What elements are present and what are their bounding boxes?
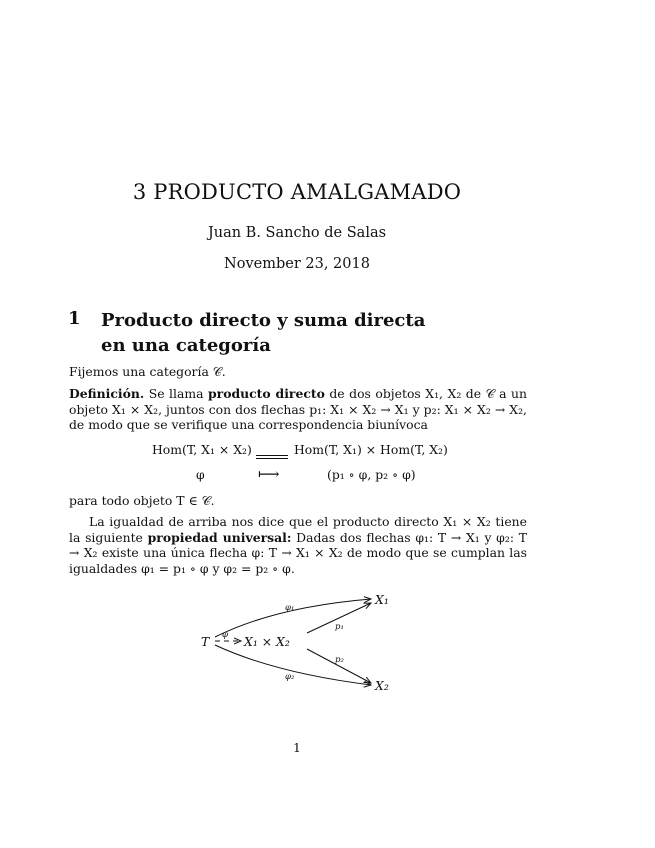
label-p1: p₁	[335, 622, 344, 632]
maps-to-arrow: ⟼	[258, 465, 280, 483]
label-phi: φ	[222, 630, 228, 640]
universal-term: propiedad universal:	[147, 529, 292, 545]
equation-right-top: Hom(T, X₁) × Hom(T, X₂)	[294, 442, 448, 457]
node-product: X₁ × X₂	[244, 634, 290, 649]
universal-text-2: Dadas dos flechas φ₁: T → X₁ y φ₂: T → X₂ existe una única flecha φ: T → X₁ × X₂ de modo que se cumplan las igualdades φ₁ = p₁ ∘ φ y φ₂ = p₂ ∘ φ.	[69, 529, 527, 576]
commutative-diagram	[195, 585, 405, 695]
author-name: Juan B. Sancho de Salas	[207, 225, 387, 241]
universal-property-paragraph	[69, 514, 527, 576]
section-title	[101, 308, 431, 358]
section-number: 1	[68, 308, 81, 329]
document-title: 3 PRODUCTO AMALGAMADO	[132, 180, 462, 204]
node-T: T	[201, 634, 210, 649]
label-phi2: φ₂	[285, 672, 295, 682]
tail-paragraph: para todo objeto T ∈ 𝒞.	[69, 493, 215, 508]
section-title-line2: en una categoría	[101, 335, 271, 356]
equation-left-top: Hom(T, X₁ × X₂)	[152, 442, 252, 457]
label-p2: p₂	[335, 655, 344, 665]
document-date: November 23, 2018	[224, 256, 370, 272]
section-title-line1: Producto directo y suma directa	[101, 310, 426, 331]
definition-paragraph	[69, 386, 527, 433]
definition-lead: Definición.	[69, 386, 145, 401]
label-phi1: φ₁	[285, 603, 295, 613]
intro-paragraph: Fijemos una categoría 𝒞.	[69, 364, 226, 379]
page-number: 1	[293, 740, 301, 755]
universal-text-1: La igualdad de arriba nos dice que el producto directo X₁ × X₂ tiene la siguiente	[69, 514, 527, 545]
node-X2: X₂	[375, 678, 389, 693]
equation-right-bottom: (p₁ ∘ φ, p₂ ∘ φ)	[327, 467, 416, 482]
node-X1: X₁	[375, 592, 389, 607]
definition-text-2: de dos objetos X₁, X₂ de 𝒞 a un objeto X₁ × X₂, juntos con dos flechas p₁: X₁ × X₂ → X₁ y p₂: X₁ × X₂ → X₂, de modo que se verifique una correspondencia biunívoca	[69, 386, 527, 433]
equation-left-bottom: φ	[196, 467, 205, 482]
definition-term: producto directo	[208, 386, 325, 401]
equality-double-line	[256, 446, 288, 465]
definition-text-1: Se llama	[144, 386, 208, 401]
